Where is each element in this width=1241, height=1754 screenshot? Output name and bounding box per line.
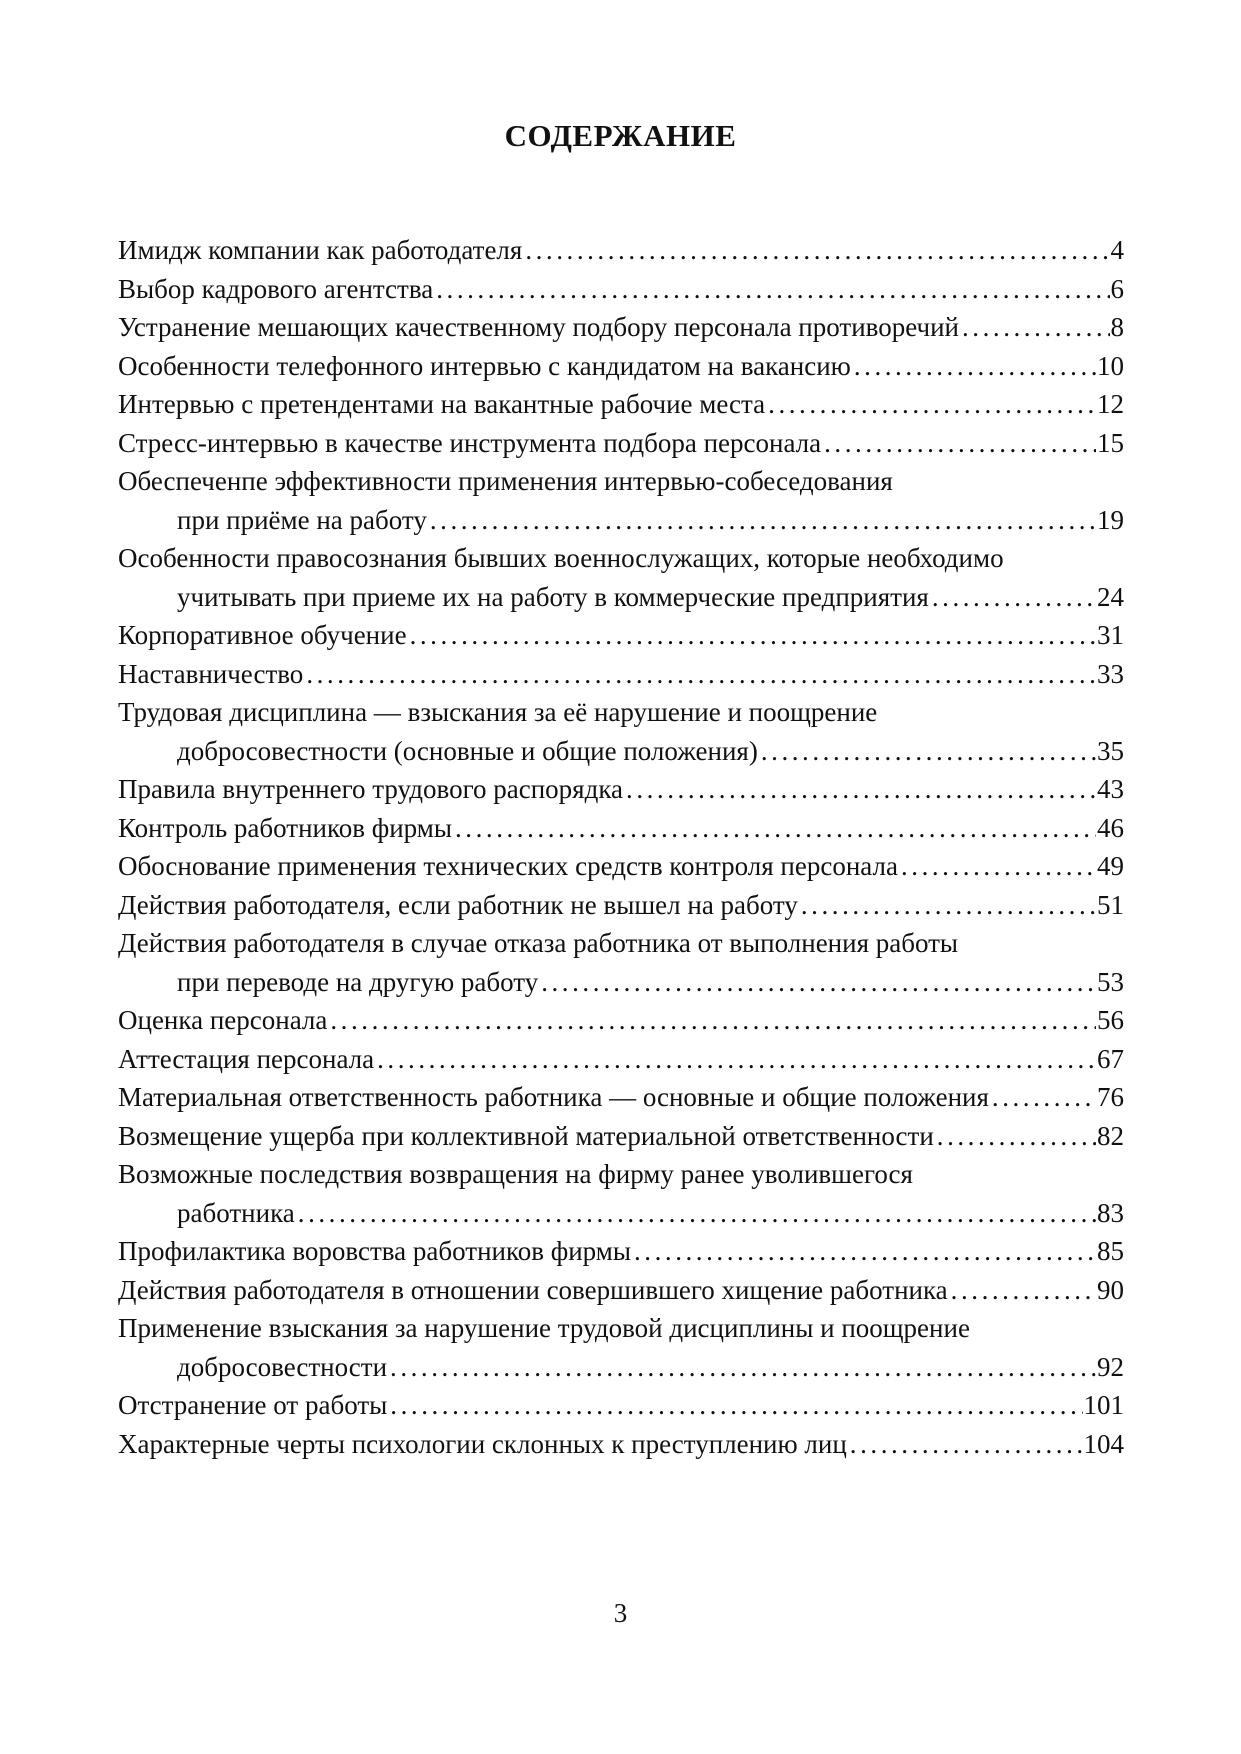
dot-leader [932,578,1096,617]
toc-entry-title: Особенности правосознания бывших военнослужащих, которые необходимо [118,543,1004,573]
toc-entry-title: Оценка персонала [118,1005,328,1035]
toc-entry[interactable] [118,424,1124,463]
toc-page-number: 51 [1097,889,1124,920]
toc-page-number: 49 [1097,851,1124,881]
toc-entry-title: Отстранение от работы [118,1390,388,1420]
toc-entry[interactable] [118,1001,1124,1040]
toc-page-number: 82 [1097,1120,1124,1151]
toc-entry-title: Характерные черты психологии склонных к преступлению лиц [118,1428,847,1459]
dot-leader [410,616,1096,655]
toc-entry[interactable] [118,1309,1124,1386]
toc-page-number: 67 [1097,1043,1124,1074]
toc-entry-title: Возмещение ущерба при коллективной материальной ответственности [118,1120,934,1151]
dot-leader [390,1348,1096,1387]
dot-leader [951,1271,1096,1310]
toc-page-number: 83 [1097,1197,1124,1228]
toc-entry-title: при переводе на другую работу [177,966,539,997]
toc-entry-title: Имидж компании как работодателя [118,235,523,265]
toc-entry-title: Материальная ответственность работника — основные и общие положения [118,1082,989,1112]
toc-entry[interactable] [118,886,1124,925]
toc-entry[interactable] [118,1155,1124,1232]
toc-entry-title: Действия работодателя в отношении совершившего хищение работника [118,1274,948,1305]
toc-entry[interactable] [118,1040,1124,1079]
toc-entry[interactable] [118,385,1124,424]
dot-leader [824,424,1096,463]
toc-entry[interactable] [118,1078,1124,1117]
toc-page-number: 85 [1097,1236,1124,1266]
dot-leader [626,770,1096,809]
toc-entry[interactable] [118,308,1124,347]
toc-entry-title: Применение взыскания за нарушение трудовой дисциплины и поощрение [118,1313,970,1343]
toc-entry[interactable] [118,1117,1124,1156]
toc-entry[interactable] [118,1271,1124,1310]
toc-page-number: 15 [1097,427,1124,458]
dot-leader [801,886,1096,925]
dot-leader [850,1425,1083,1464]
toc-page-number: 43 [1097,774,1124,804]
toc-entry-title: Контроль работников фирмы [118,812,452,843]
dot-leader [768,385,1096,424]
toc-entry[interactable] [118,770,1124,809]
dot-leader [455,809,1096,848]
toc-entry-title: Наставничество [118,658,304,689]
toc-entry[interactable] [118,924,1124,1001]
toc-entry[interactable] [118,655,1124,694]
toc-entry[interactable] [118,347,1124,386]
dot-leader [634,1232,1096,1271]
dot-leader [854,347,1096,386]
page-number: 3 [613,1598,628,1628]
dot-leader [761,732,1096,771]
toc-entry[interactable] [118,1425,1124,1464]
toc-page-number: 8 [1110,312,1124,342]
toc-page-number: 46 [1097,812,1124,843]
dot-leader [937,1117,1096,1156]
toc-entry-title: Действия работодателя, если работник не вышел на работу [118,889,798,920]
toc-page-number: 90 [1097,1274,1124,1305]
toc-entry[interactable] [118,847,1124,886]
dot-leader [430,501,1096,540]
toc-entry[interactable] [118,270,1124,309]
toc-page-number: 101 [1083,1390,1124,1420]
toc-page-number: 10 [1097,350,1124,381]
dot-leader [330,1001,1096,1040]
table-of-contents [118,231,1124,1463]
dot-leader [992,1078,1096,1117]
toc-page-number: 53 [1097,966,1124,997]
dot-leader [962,308,1110,347]
toc-entry[interactable] [118,809,1124,848]
toc-entry-title: Трудовая дисциплина — взыскания за её нарушение и поощрение [118,697,878,727]
toc-entry[interactable] [118,616,1124,655]
toc-entry[interactable] [118,1232,1124,1271]
dot-leader [306,655,1096,694]
toc-entry-title: Профилактика воровства работников фирмы [118,1236,631,1266]
toc-page-number: 35 [1097,735,1124,766]
toc-page-number: 4 [1110,235,1124,265]
toc-entry-title: Корпоративное обучение [118,620,407,650]
toc-entry-title: работника [177,1197,295,1228]
toc-entry[interactable] [118,462,1124,539]
toc-page-number: 12 [1097,389,1124,419]
page-title: СОДЕРЖАНИЕ [504,118,737,153]
toc-entry[interactable] [118,693,1124,770]
toc-page-number: 104 [1083,1428,1124,1459]
toc-entry-title: Обеспеченпе эффективности применения интервью-собеседования [118,466,893,496]
toc-entry[interactable] [118,539,1124,616]
dot-leader [298,1194,1096,1233]
dot-leader [390,1386,1082,1425]
toc-page-number: 24 [1097,581,1124,612]
toc-entry-title: Интервью с претендентами на вакантные рабочие места [118,389,766,419]
toc-entry-title: Правила внутреннего трудового распорядка [118,774,624,804]
toc-entry-title: добросовестности [177,1351,388,1382]
dot-leader [436,270,1109,309]
toc-page-number: 19 [1097,504,1124,535]
dot-leader [377,1040,1096,1079]
toc-page-number: 31 [1097,620,1124,650]
toc-page-number: 6 [1110,273,1124,304]
toc-page-number: 92 [1097,1351,1124,1382]
toc-page-number: 56 [1097,1005,1124,1035]
toc-entry-title: Обоснование применения технических средств контроля персонала [118,851,898,881]
toc-entry-title: Аттестация персонала [118,1043,375,1074]
toc-entry-title: добросовестности (основные и общие положения) [177,735,758,766]
toc-entry-title: Выбор кадрового агентства [118,273,434,304]
toc-entry-title: Особенности телефонного интервью с кандидатом на вакансию [118,350,851,381]
toc-page-number: 33 [1097,658,1124,689]
dot-leader [525,231,1109,270]
dot-leader [901,847,1096,886]
toc-page-number: 76 [1097,1082,1124,1112]
dot-leader [541,963,1096,1002]
toc-entry[interactable] [118,1386,1124,1425]
toc-entry-title: Возможные последствия возвращения на фирму ранее уволившегося [118,1159,913,1189]
toc-entry[interactable] [118,231,1124,270]
toc-entry-title: Стресс-интервью в качестве инструмента подбора персонала [118,427,822,458]
toc-entry-title: Устранение мешающих качественному подбору персонала противоречий [118,312,959,342]
toc-entry-title: Действия работодателя в случае отказа работника от выполнения работы [118,928,959,958]
toc-entry-title: при приёме на работу [177,504,427,535]
toc-entry-title: учитывать при приеме их на работу в коммерческие предприятия [177,581,929,612]
